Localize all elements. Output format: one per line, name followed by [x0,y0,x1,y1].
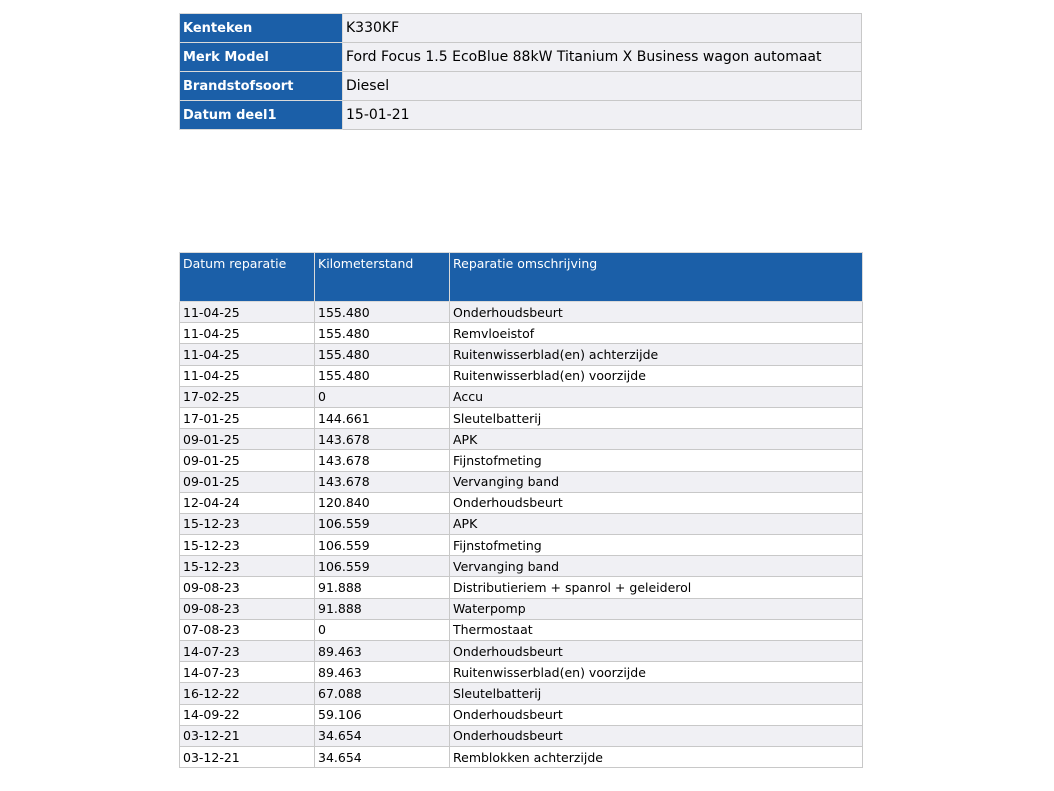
repair-mileage: 34.654 [315,725,450,746]
repair-date: 15-12-23 [180,535,315,556]
repair-history-table [179,252,863,768]
repair-date: 11-04-25 [180,323,315,344]
table-row [180,556,863,577]
vehicle-value: 15-01-21 [343,101,862,130]
repair-mileage: 89.463 [315,662,450,683]
repair-date: 15-12-23 [180,513,315,534]
vehicle-label: Brandstofsoort [180,72,343,101]
table-row [180,302,863,323]
table-row [180,746,863,767]
table-row [180,725,863,746]
repair-date: 11-04-25 [180,302,315,323]
repair-mileage: 120.840 [315,492,450,513]
repair-date: 16-12-22 [180,683,315,704]
repair-date: 09-01-25 [180,450,315,471]
table-row [180,407,863,428]
repair-description: Waterpomp [450,598,863,619]
repair-description: Ruitenwisserblad(en) voorzijde [450,365,863,386]
repair-mileage: 143.678 [315,429,450,450]
vehicle-label: Kenteken [180,14,343,43]
repair-mileage: 91.888 [315,598,450,619]
repair-description: Remblokken achterzijde [450,746,863,767]
repair-date: 09-01-25 [180,429,315,450]
repair-date: 07-08-23 [180,619,315,640]
vehicle-value: Diesel [343,72,862,101]
vehicle-label: Merk Model [180,43,343,72]
table-row [180,535,863,556]
table-row [180,513,863,534]
repair-description: Ruitenwisserblad(en) voorzijde [450,662,863,683]
table-row [180,641,863,662]
table-row [180,323,863,344]
repair-date: 15-12-23 [180,556,315,577]
table-row [180,598,863,619]
repair-mileage: 106.559 [315,556,450,577]
repair-description: Fijnstofmeting [450,535,863,556]
repair-description: Ruitenwisserblad(en) achterzijde [450,344,863,365]
vehicle-row-kenteken [180,14,862,43]
repair-date: 14-09-22 [180,704,315,725]
table-row [180,386,863,407]
repair-mileage: 67.088 [315,683,450,704]
vehicle-value: Ford Focus 1.5 EcoBlue 88kW Titanium X Business wagon automaat [343,43,862,72]
repair-mileage: 0 [315,619,450,640]
column-header-datum: Datum reparatie [180,253,315,302]
repair-description: Onderhoudsbeurt [450,302,863,323]
repair-date: 03-12-21 [180,746,315,767]
table-row [180,471,863,492]
column-header-kilometerstand: Kilometerstand [315,253,450,302]
repair-date: 17-01-25 [180,407,315,428]
repair-mileage: 59.106 [315,704,450,725]
repair-description: Accu [450,386,863,407]
repair-date: 09-08-23 [180,598,315,619]
table-row [180,683,863,704]
repair-description: APK [450,429,863,450]
repair-date: 09-01-25 [180,471,315,492]
vehicle-info-table [179,13,862,130]
repair-date: 03-12-21 [180,725,315,746]
repair-mileage: 106.559 [315,513,450,534]
table-row [180,704,863,725]
repair-header-row [180,253,863,302]
table-row [180,365,863,386]
column-header-omschrijving: Reparatie omschrijving [450,253,863,302]
repair-mileage: 34.654 [315,746,450,767]
repair-description: Sleutelbatterij [450,683,863,704]
table-row [180,577,863,598]
repair-description: Onderhoudsbeurt [450,704,863,725]
table-row [180,450,863,471]
repair-date: 11-04-25 [180,344,315,365]
table-row [180,619,863,640]
repair-date: 12-04-24 [180,492,315,513]
repair-date: 14-07-23 [180,662,315,683]
table-row [180,429,863,450]
repair-description: Distributieriem + spanrol + geleiderol [450,577,863,598]
repair-mileage: 106.559 [315,535,450,556]
repair-mileage: 143.678 [315,471,450,492]
repair-description: Fijnstofmeting [450,450,863,471]
repair-description: Onderhoudsbeurt [450,725,863,746]
repair-mileage: 155.480 [315,344,450,365]
repair-description: Onderhoudsbeurt [450,492,863,513]
repair-mileage: 155.480 [315,323,450,344]
repair-description: Sleutelbatterij [450,407,863,428]
vehicle-row-datum-deel1 [180,101,862,130]
repair-mileage: 143.678 [315,450,450,471]
repair-mileage: 0 [315,386,450,407]
vehicle-row-brandstofsoort [180,72,862,101]
repair-description: Remvloeistof [450,323,863,344]
vehicle-row-merk-model [180,43,862,72]
table-row [180,492,863,513]
repair-mileage: 144.661 [315,407,450,428]
repair-description: Vervanging band [450,471,863,492]
repair-date: 14-07-23 [180,641,315,662]
repair-date: 09-08-23 [180,577,315,598]
repair-date: 11-04-25 [180,365,315,386]
repair-description: Thermostaat [450,619,863,640]
table-row [180,662,863,683]
repair-mileage: 155.480 [315,302,450,323]
repair-description: Vervanging band [450,556,863,577]
repair-description: Onderhoudsbeurt [450,641,863,662]
vehicle-value: K330KF [343,14,862,43]
repair-date: 17-02-25 [180,386,315,407]
repair-mileage: 155.480 [315,365,450,386]
vehicle-label: Datum deel1 [180,101,343,130]
repair-description: APK [450,513,863,534]
repair-mileage: 91.888 [315,577,450,598]
table-row [180,344,863,365]
repair-mileage: 89.463 [315,641,450,662]
